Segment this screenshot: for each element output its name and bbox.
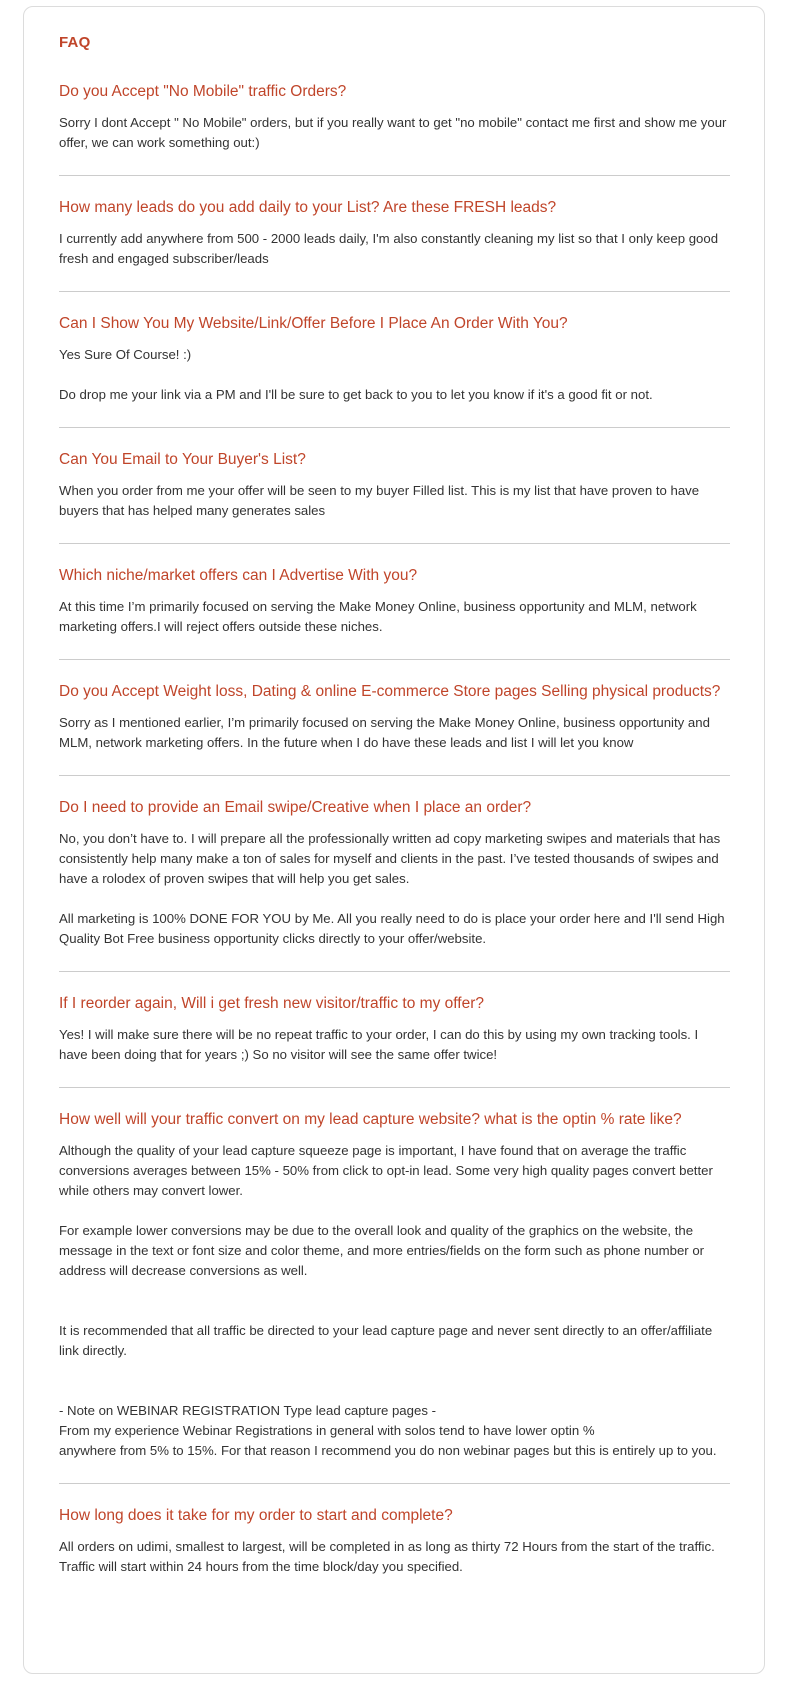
faq-question: Can I Show You My Website/Link/Offer Before I Place An Order With You? <box>59 315 568 332</box>
faq-answer: For example lower conversions may be due to the overall look and quality of the graphics on the website, the message in the text or font size and color theme, and more entries/fields on the form such as phone number or address will decrease conversions as well. <box>59 1223 705 1278</box>
faq-question: How many leads do you add daily to your List? Are these FRESH leads? <box>59 199 557 216</box>
faq-question: Do you Accept Weight loss, Dating & online E-commerce Store pages Selling physical products? <box>59 683 721 700</box>
faq-heading: FAQ <box>59 34 91 51</box>
faq-divider <box>59 1087 730 1088</box>
faq-answer: All orders on udimi, smallest to largest, will be completed in as long as thirty 72 Hours from the start of the traffic. Traffic will start within 24 hours from the time block/day you specified. <box>59 1539 715 1574</box>
faq-answer: When you order from me your offer will be seen to my buyer Filled list. This is my list that have proven to have buyers that has helped many generates sales <box>59 483 700 518</box>
faq-answer: Do drop me your link via a PM and I'll be sure to get back to you to let you know if it's a good fit or not. <box>59 387 653 402</box>
faq-answer: Yes Sure Of Course! :) <box>59 347 192 362</box>
faq-divider <box>59 543 730 544</box>
faq-answer: At this time I’m primarily focused on serving the Make Money Online, business opportunity and MLM, network marketing offers.I will reject offers outside these niches. <box>59 599 697 634</box>
faq-divider <box>59 427 730 428</box>
faq-question: If I reorder again, Will i get fresh new visitor/traffic to my offer? <box>59 995 484 1012</box>
faq-divider <box>59 291 730 292</box>
faq-divider <box>59 775 730 776</box>
faq-divider <box>59 1483 730 1484</box>
faq-divider <box>59 659 730 660</box>
faq-note-title: - Note on WEBINAR REGISTRATION Type lead capture pages - <box>59 1403 436 1418</box>
faq-answer: Yes! I will make sure there will be no repeat traffic to your order, I can do this by using my own tracking tools. I have been doing that for years ;) So no visitor will see the same offer twice! <box>59 1027 699 1062</box>
faq-question: How well will your traffic convert on my lead capture website? what is the optin % rate like? <box>59 1111 682 1128</box>
faq-item <box>59 1109 730 1461</box>
faq-item <box>59 797 730 949</box>
faq-item <box>59 197 730 269</box>
faq-item <box>59 449 730 521</box>
faq-item <box>59 1505 730 1577</box>
faq-item <box>59 81 730 153</box>
faq-answer: I currently add anywhere from 500 - 2000 leads daily, I'm also constantly cleaning my list so that I only keep good fresh and engaged subscriber/leads <box>59 231 719 266</box>
faq-item <box>59 681 730 753</box>
faq-question: Do I need to provide an Email swipe/Creative when I place an order? <box>59 799 532 816</box>
faq-answer: Sorry as I mentioned earlier, I’m primarily focused on serving the Make Money Online, business opportunity and MLM, network marketing offers. In the future when I do have these leads and list I will let you know <box>59 715 710 750</box>
faq-question: Do you Accept "No Mobile" traffic Orders? <box>59 83 347 100</box>
faq-answer: No, you don’t have to. I will prepare all the professionally written ad copy marketing swipes and materials that has consistently help many make a ton of sales for myself and clients in the past. I’ve tested thousands of swipes and have a rolodex of proven swipes that will help you get sales. <box>59 831 721 886</box>
faq-answer: From my experience Webinar Registrations in general with solos tend to have lower optin % <box>59 1423 595 1438</box>
faq-answer: Sorry I dont Accept " No Mobile" orders, but if you really want to get "no mobile" contact me first and show me your offer, we can work something out:) <box>59 115 727 150</box>
faq-question: Which niche/market offers can I Advertise With you? <box>59 567 418 584</box>
faq-item <box>59 565 730 637</box>
faq-answer: Although the quality of your lead capture squeeze page is important, I have found that on average the traffic conversions averages between 15% - 50% from click to opt-in lead. Some very high quality pages convert better while others may convert lower. <box>59 1143 713 1198</box>
faq-divider <box>59 175 730 176</box>
faq-item <box>59 993 730 1065</box>
faq-question: How long does it take for my order to start and complete? <box>59 1507 453 1524</box>
faq-answer: It is recommended that all traffic be directed to your lead capture page and never sent directly to an offer/affiliate link directly. <box>59 1323 713 1358</box>
faq-card <box>23 6 765 1674</box>
faq-divider <box>59 971 730 972</box>
faq-answer: All marketing is 100% DONE FOR YOU by Me. All you really need to do is place your order here and I'll send High Quality Bot Free business opportunity clicks directly to your offer/website. <box>59 911 725 946</box>
faq-answer: anywhere from 5% to 15%. For that reason I recommend you do non webinar pages but this is entirely up to you. <box>59 1443 717 1458</box>
faq-item <box>59 313 730 405</box>
faq-question: Can You Email to Your Buyer's List? <box>59 451 306 468</box>
